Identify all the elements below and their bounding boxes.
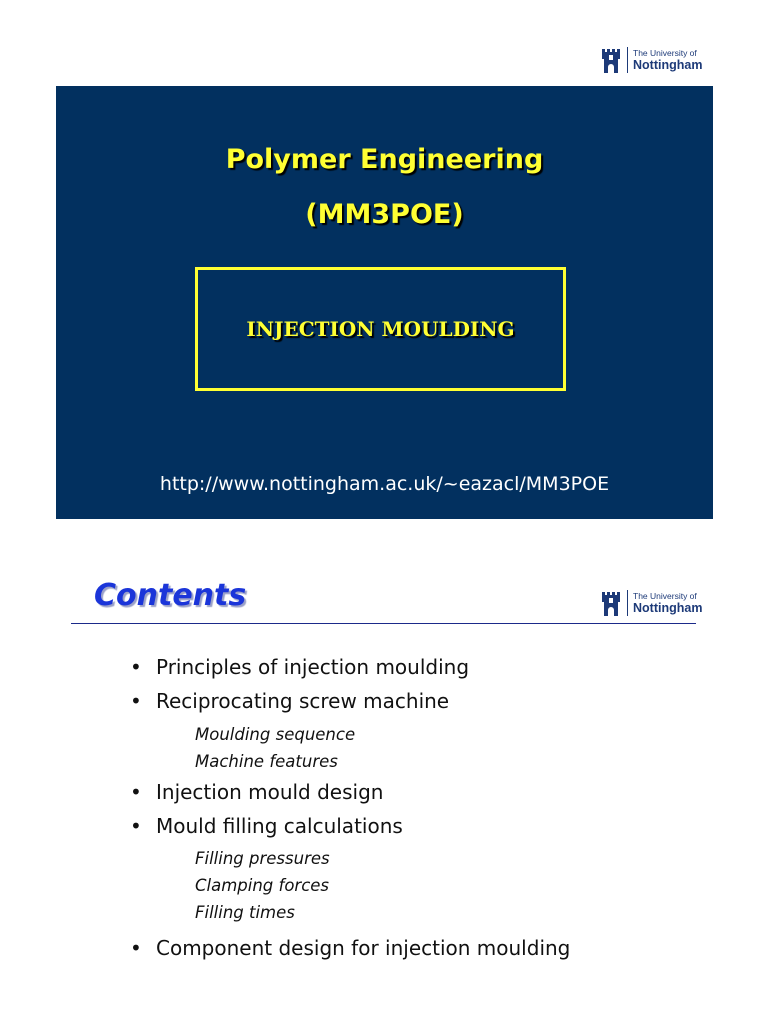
sub-item: Clamping forces <box>195 876 330 895</box>
logo-line-1: The University of <box>633 47 697 58</box>
list-item <box>130 814 403 838</box>
list-item-label: Injection mould design <box>156 780 384 804</box>
logo-line-1: The University of <box>633 590 697 601</box>
list-item-label: Component design for injection moulding <box>156 936 571 960</box>
logo-line-2: Nottingham <box>633 58 703 72</box>
bullet-icon: • <box>130 655 142 679</box>
university-logo <box>600 45 702 75</box>
logo-line-2: Nottingham <box>633 601 703 615</box>
title-slide <box>56 86 713 519</box>
contents-heading: Contents <box>94 578 247 613</box>
list-item <box>130 689 449 713</box>
course-url[interactable]: http://www.nottingham.ac.uk/~eazacl/MM3POE <box>159 473 610 495</box>
sub-item: Moulding sequence <box>195 725 356 744</box>
sub-item: Filling pressures <box>195 849 330 868</box>
bullet-icon: • <box>130 936 142 960</box>
list-item <box>130 780 383 804</box>
topic-box <box>195 267 566 391</box>
logo-divider <box>627 47 628 73</box>
sub-item: Filling times <box>195 903 295 922</box>
university-logo-contents <box>600 588 702 618</box>
heading-rule <box>71 623 696 624</box>
list-item <box>130 655 469 679</box>
castle-crest-icon <box>600 588 622 618</box>
list-item-label: Principles of injection moulding <box>156 655 470 679</box>
course-code: (MM3POE) <box>305 199 464 230</box>
list-item-label: Reciprocating screw machine <box>156 689 450 713</box>
castle-crest-icon <box>600 45 622 75</box>
sub-item: Machine features <box>195 752 338 771</box>
bullet-icon: • <box>130 814 142 838</box>
bullet-icon: • <box>130 689 142 713</box>
list-item <box>130 936 570 960</box>
logo-divider <box>627 590 628 616</box>
list-item-label: Mould filling calculations <box>156 814 403 838</box>
topic-title: INJECTION MOULDING <box>246 317 515 341</box>
bullet-icon: • <box>130 780 142 804</box>
course-title: Polymer Engineering <box>225 144 544 175</box>
